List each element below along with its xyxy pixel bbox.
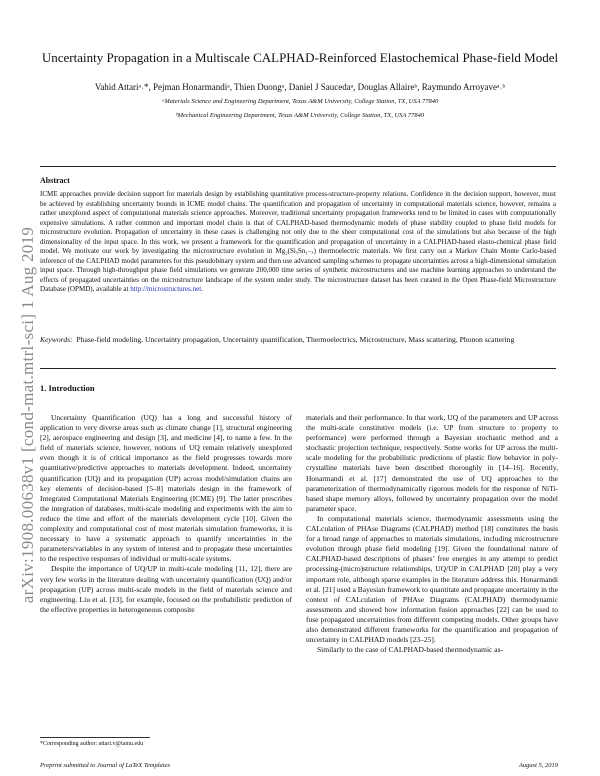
paper-title: Uncertainty Propagation in a Multiscale CALPHAD-Reinforced Elastochemical Phase-field Model (41, 50, 559, 65)
keywords (40, 335, 556, 346)
right-paragraph-2: In computational materials science, thermodynamic assessments using the CALculation of PHAse Diagrams (CALPHAD) method [18] constitutes the basis for a broad range of approaches to materials simulations, including microstructure evolution through phase field modeling [19]. Given the foundational nature of CALPHAD-based descriptions of phases’ free energies in any attempt to predict processing-(micro)structure relationships, UQ/UP in CALPHAD [20] play a very important role, although sparse examples in the literature address this. Honarmandi et al. [21] used a Bayesian framework to quantitate and propagate uncertainty in the context of CALculation of PHAse Diagrams (CALPHAD) thermodynamic assessments and showed how information fusion approaches [22] can be used to fuse propagated uncertainties from different competing models. Other groups have also demonstrated different frameworks for the quantification and propagation of uncertainty in CALPHAD models [23–25]. (306, 513, 558, 645)
abstract-period: . (201, 285, 204, 294)
keywords-label: Keywords: (40, 335, 73, 344)
preprint-notice: Preprint submitted to Journal of LaTeX Templates (40, 762, 171, 769)
left-paragraph-2: Despite the importance of UQ/UP in multi-scale modeling [11, 12], there are very few works in the literature dealing with uncertainty quantification (UQ) and/or propagation (UP) across multi-scale models in the field of materials science and engineering. Liu et al. [13], for example, focused on the probabilistic prediction of the effective properties in heterogeneous composite (40, 564, 292, 614)
footnote-corresponding-author: *Corresponding author: attari.v@tamu.edu (40, 741, 144, 747)
abstract-top-rule (40, 166, 556, 167)
affiliation-a: ᵃMaterials Science and Engineering Department, Texas A&M University, College Station, TX, USA 77840 (161, 98, 439, 105)
arxiv-stamp-container (16, 165, 40, 665)
abstract-body (40, 190, 556, 295)
right-paragraph-3: Similarly to the case of CALPHAD-based thermodynamic as- (317, 645, 503, 655)
abstract-heading: Abstract (40, 176, 70, 185)
author-list: Vahid Attariᵃ˒*, Pejman Honarmandiᵃ, Thien Duongᵃ, Daniel J Saucedaᵃ, Douglas Allaireᵇ, Raymundo Arroyaveᵃ˒ᵇ (94, 82, 506, 92)
abstract-text: ICME approaches provide decision support for materials design by establishing quantitative process-structure-property relations. Confidence in the decision support, however, must be achieved by establishing uncertainty bounds in ICME model chains. The quantification and propagation of uncertainty in computational materials science, however, remains a rather unexplored aspect of computational materials science approaches. Moreover, traditional uncertainty propagation frameworks tend to be limited in cases with computationally expensive simulations. A rather common and important model chain is that of CALPHAD-based thermodynamic models of phase stability coupled to phase field models for microstructure evolution. Propagation of uncertainty in these cases is challenging not only due to the sheer computational cost of the simulations but also because of the high dimensionality of the input space. In this work, we present a framework for the quantification and propagation of uncertainty in a CALPHAD-based elasto-chemical phase field model. We motivate our work by investigating the microstructure evolution in Mg₂(SiₓSn₁₋ₓ) thermoelectric materials. We first carry out a Markov Chain Monte Carlo-based inference of the CALPHAD model parameters for this pseudobinary system and then use advanced sampling schemes to propagate uncertainties across a high-dimensional simulation input space. Through high-throughput phase field simulations we generate 200,000 time series of synthetic microstructures and use machine learning approaches to understand the effects of propagated uncertainties on the microstructure landscape of the system under study. The microstructure dataset has been curated in the Open Phase-field Microstructure Database (OPMD), available at (40, 190, 556, 294)
footnote-rule (40, 737, 150, 738)
section-heading-introduction: 1. Introduction (40, 383, 95, 393)
keywords-text: Phase-field modeling, Uncertainty propagation, Uncertainty quantification, Thermoelectrics, Microstructure, Mass scattering, Phonon scattering (76, 335, 515, 344)
right-paragraph-1: materials and their performance. In that work, UQ of the parameters and UP across the multi-scale constitutive models (i.e. UP from structure to property to performance) were performed through a Bayesian stochastic method and a stochastic projection technique, respectively. Some works for UP across the multi-scale modeling for the probabilistic predictions of plastic flow behavior in poly-crystalline materials have been described thoroughly in [14–16]. Recently, Honarmandi et al. [17] demonstrated the use of UQ approaches to the parameterization of thermodynamically rigorous models for the response of NiTi-based shape memory alloys, followed by uncertainty propagation over the model parameter space. (306, 413, 558, 513)
affiliation-b: ᵇMechanical Engineering Department, Texas A&M University, College Station, TX, USA 77840 (175, 112, 425, 119)
right-column (306, 413, 558, 655)
arxiv-stamp: arXiv:1908.00638v1 [cond-mat.mtrl-sci] 1 Aug 2019 (18, 226, 37, 604)
microstructures-link[interactable]: http://microstructures.net (130, 285, 202, 294)
publication-date: August 5, 2019 (518, 762, 558, 769)
abstract-bottom-rule (40, 368, 556, 369)
left-paragraph-1: Uncertainty Quantification (UQ) has a long and successful history of application to very diverse areas such as climate change [1], structural engineering [2], aerospace engineering and design [3], and medicine [4], to name a few. In the field of materials science, however, notions of UQ remain relatively unexplored even though it is of critical importance as the field progresses towards more quantitative/predictive approaches to materials development. Indeed, uncertainty quantification (UQ) and its propagation (UP) across model/simulation chains are key elements of decision-based [5–8] materials design in the framework of Integrated Computational Materials Engineering (ICME) [9]. The latter prescribes the integration of databases, multi-scale modeling and experiments with the aim to reduce the time and effort of the materials development cycle [10]. Given the complexity and computational cost of most materials simulation frameworks, it is necessary to have a systematic approach to quantify uncertainties in the parameters/variables in any system of interest and to propagate these uncertainties to the respective responses of individual or multi-scale systems. (40, 413, 292, 564)
left-column (40, 413, 292, 615)
